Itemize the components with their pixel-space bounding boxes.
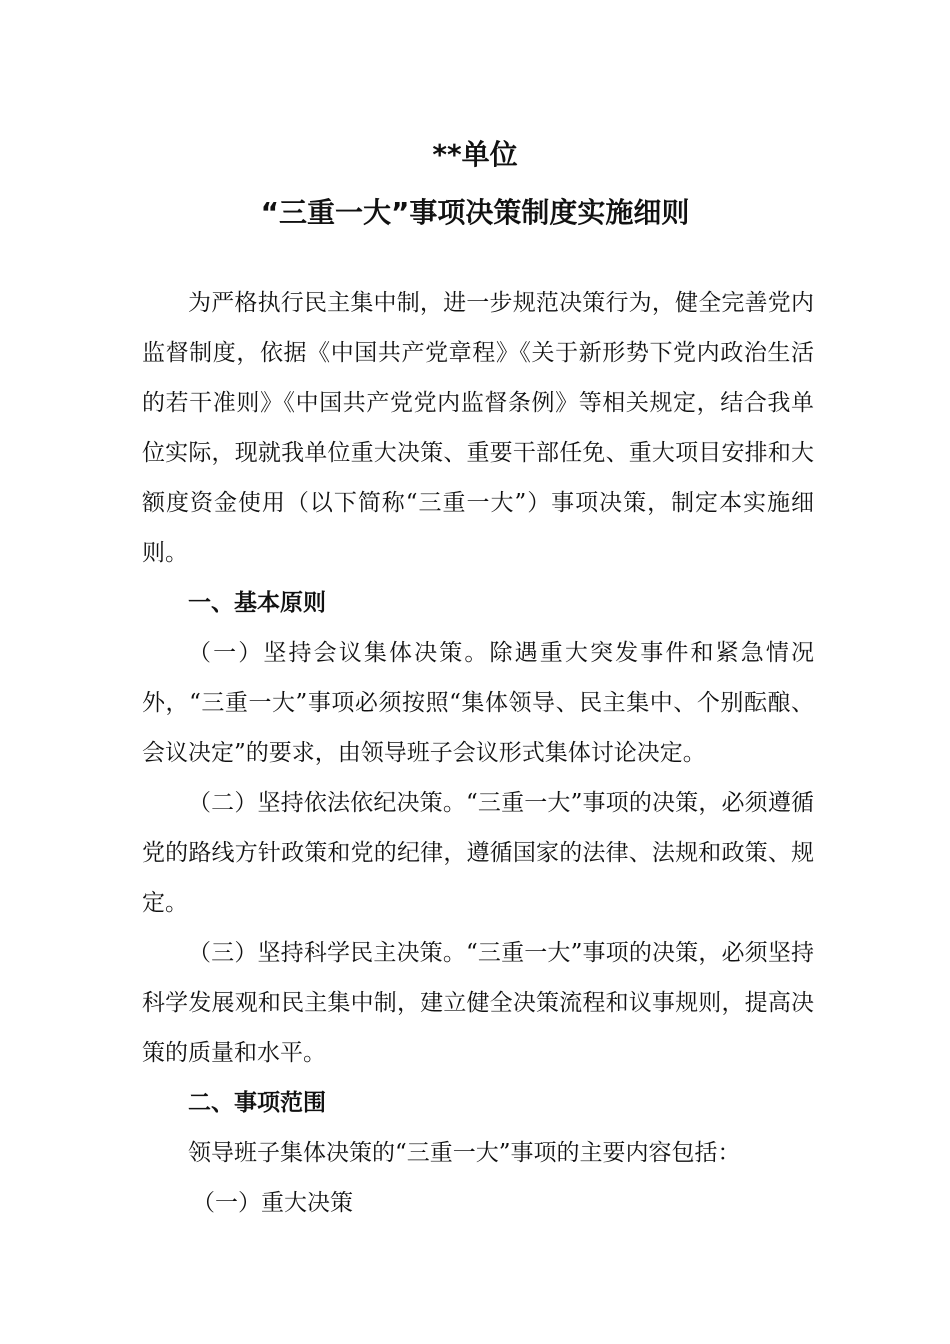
section-heading-scope: 二、事项范围 <box>188 1090 326 1116</box>
principle-paragraph: （二）坚持依法依纪决策。“三重一大”事项的决策，必须遵循党的路线方针政策和党的纪律，遵循国家的法律、法规和政策、规定。 <box>142 790 814 916</box>
document-body <box>142 278 814 1228</box>
principle-paragraph: （一）坚持会议集体决策。除遇重大突发事件和紧急情况外，“三重一大”事项必须按照“集体领导、民主集中、个别酝酿、会议决定”的要求，由领导班子会议形式集体讨论决定。 <box>142 640 814 766</box>
principle-paragraph: （三）坚持科学民主决策。“三重一大”事项的决策，必须坚持科学发展观和民主集中制，建立健全决策流程和议事规则，提高决策的质量和水平。 <box>142 940 814 1066</box>
title-block <box>0 126 950 242</box>
document-title-main: “三重一大”事项决策制度实施细则 <box>260 196 690 229</box>
intro-paragraph: 为严格执行民主集中制，进一步规范决策行为，健全完善党内监督制度，依据《中国共产党章程》《关于新形势下党内政治生活的若干准则》《中国共产党党内监督条例》等相关规定，结合我单位实际，现就我单位重大决策、重要干部任免、重大项目安排和大额度资金使用（以下简称“三重一大”）事项决策，制定本实施细则。 <box>142 290 814 566</box>
scope-intro-paragraph: 领导班子集体决策的“三重一大”事项的主要内容包括： <box>188 1140 741 1166</box>
subsection-heading-major-decisions: （一）重大决策 <box>192 1190 353 1216</box>
document-title-unit: **单位 <box>432 138 518 171</box>
section-heading-principles: 一、基本原则 <box>188 590 326 616</box>
